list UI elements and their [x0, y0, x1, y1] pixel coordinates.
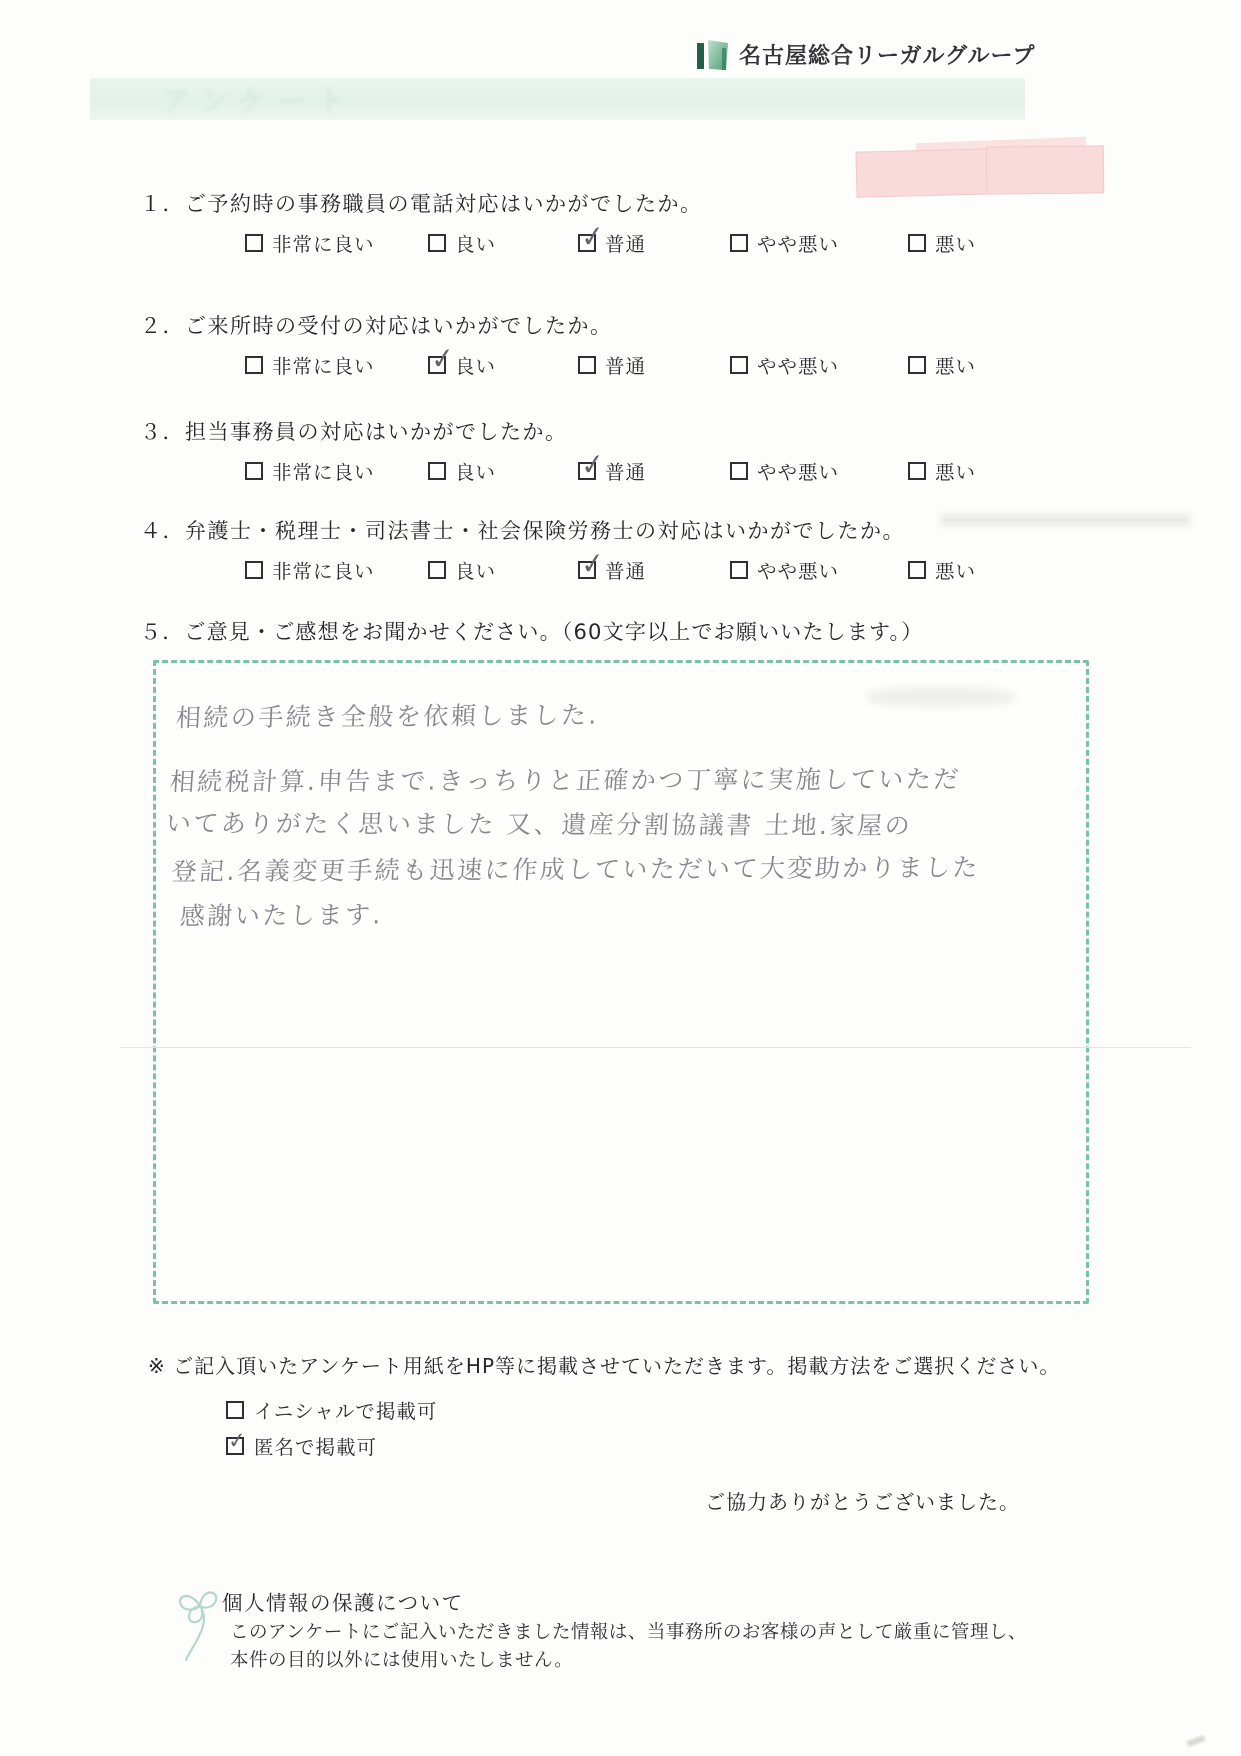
option-checkbox[interactable]	[908, 234, 926, 252]
options-row	[140, 339, 1211, 383]
handwritten-line: 登記.名義変更手続も迅速に作成していただいて大変助かりました	[170, 852, 981, 887]
company-logo-icon	[696, 36, 730, 72]
privacy-title: 個人情報の保護について	[222, 1591, 464, 1615]
option-checkbox[interactable]	[428, 339, 456, 378]
checkmark-icon: ✓	[226, 1428, 248, 1455]
option-label: 良い	[455, 233, 497, 256]
option-checkbox[interactable]	[908, 462, 926, 480]
option-checkbox[interactable]	[908, 356, 926, 374]
checkmark-icon: ✓	[579, 544, 606, 583]
option-label: 良い	[455, 461, 497, 484]
option-label: やや悪い	[757, 560, 840, 583]
rating-option	[730, 351, 839, 379]
option-label: 非常に良い	[272, 461, 375, 484]
title-banner	[90, 78, 1025, 120]
handwritten-line: 感謝いたします.	[179, 900, 384, 931]
handwritten-line: 相続税計算.申告まで.きっちりと正確かつ丁寧に実施していただ	[168, 764, 962, 797]
header-logo	[696, 36, 1035, 72]
faded-banner-title: アンケート	[162, 83, 356, 118]
option-label: 非常に良い	[272, 233, 375, 256]
privacy-text: このアンケートにご記入いただきました情報は、当事務所のお客様の声として厳重に管理し、	[230, 1622, 1027, 1643]
option-checkbox[interactable]	[245, 561, 263, 579]
rating-option	[578, 217, 647, 257]
option-checkbox[interactable]	[730, 561, 748, 579]
handwritten-line: 相続の手続き全般を依頼しました.	[175, 700, 600, 733]
option-label: 非常に良い	[272, 560, 375, 583]
rating-option	[578, 544, 647, 584]
rating-option	[730, 229, 839, 257]
checkmark-icon: ✓	[579, 445, 606, 484]
option-label: 良い	[455, 560, 497, 583]
options-row	[140, 445, 1211, 489]
rating-option	[908, 556, 976, 584]
option-checkbox[interactable]	[908, 561, 926, 579]
rating-option	[730, 556, 839, 584]
option-label: 普通	[605, 560, 647, 583]
option-checkbox[interactable]	[226, 1428, 248, 1455]
option-checkbox[interactable]	[578, 445, 606, 484]
option-label: 普通	[605, 233, 647, 256]
question-title: ３．担当事務員の対応はいかがでしたか。	[140, 420, 568, 444]
option-checkbox[interactable]	[730, 356, 748, 374]
privacy-text: 本件の目的以外には使用いたしません。	[230, 1650, 574, 1671]
option-label: 良い	[455, 355, 497, 378]
option-label: イニシャルで掲載可	[254, 1400, 438, 1423]
rating-option	[245, 556, 375, 584]
handwritten-line: いてありがたく思いました 又、遺産分割協議書 土地.家屋の	[165, 808, 913, 841]
option-checkbox[interactable]	[226, 1401, 244, 1419]
rating-option	[245, 351, 375, 379]
checkmark-icon: ✓	[429, 339, 456, 378]
rating-option	[908, 351, 976, 379]
option-label: 悪い	[935, 355, 977, 378]
option-checkbox[interactable]	[428, 234, 446, 252]
question-block	[140, 416, 1211, 489]
scan-mark	[1187, 1735, 1206, 1747]
rating-option	[908, 457, 976, 485]
option-label: 普通	[605, 355, 647, 378]
options-row	[140, 544, 1211, 588]
question-block	[140, 310, 1211, 383]
rating-option	[428, 229, 496, 257]
option-checkbox[interactable]	[730, 234, 748, 252]
option-label: 普通	[605, 461, 647, 484]
publication-note: ※ ご記入頂いたアンケート用紙をHP等に掲載させていただきます。掲載方法をご選択ください。	[148, 1354, 1061, 1378]
scan-artifact-line	[120, 1047, 1191, 1048]
rating-option	[245, 457, 375, 485]
publication-option	[226, 1396, 437, 1424]
comment-box	[153, 660, 1089, 1304]
rating-option	[578, 445, 647, 485]
option-label: 悪い	[935, 461, 977, 484]
option-label: 非常に良い	[272, 355, 375, 378]
option-checkbox[interactable]	[578, 544, 606, 583]
question-title: ５．ご意見・ご感想をお聞かせください。（60文字以上でお願いいたします。）	[140, 620, 924, 644]
option-checkbox[interactable]	[578, 356, 596, 374]
option-label: 悪い	[935, 560, 977, 583]
option-label: 悪い	[935, 233, 977, 256]
option-label: やや悪い	[757, 355, 840, 378]
scan-smudge	[940, 514, 1190, 526]
option-checkbox[interactable]	[578, 217, 606, 256]
rating-option	[428, 457, 496, 485]
option-checkbox[interactable]	[428, 561, 446, 579]
rating-option	[908, 229, 976, 257]
rating-option	[730, 457, 839, 485]
rating-option	[428, 556, 496, 584]
option-checkbox[interactable]	[730, 462, 748, 480]
option-checkbox[interactable]	[245, 462, 263, 480]
rating-option	[245, 229, 375, 257]
thanks-message: ご協力ありがとうございました。	[705, 1490, 1020, 1514]
question-block	[140, 188, 1211, 261]
option-label: やや悪い	[757, 461, 840, 484]
pencil-smudge	[866, 687, 1016, 707]
rating-option	[428, 339, 497, 379]
option-checkbox[interactable]	[245, 234, 263, 252]
question-title: ２．ご来所時の受付の対応はいかがでしたか。	[140, 314, 613, 338]
option-checkbox[interactable]	[245, 356, 263, 374]
rating-option	[578, 351, 646, 379]
option-checkbox[interactable]	[428, 462, 446, 480]
question-title: ４．弁護士・税理士・司法書士・社会保険労務士の対応はいかがでしたか。	[140, 519, 905, 543]
options-row	[140, 217, 1211, 261]
option-label: やや悪い	[757, 233, 840, 256]
question-title: １．ご予約時の事務職員の電話対応はいかがでしたか。	[140, 192, 703, 216]
company-name: 名古屋総合リーガルグループ	[739, 43, 1036, 69]
checkmark-icon: ✓	[579, 217, 606, 256]
option-label: 匿名で掲載可	[254, 1436, 378, 1459]
publication-option	[226, 1428, 378, 1460]
